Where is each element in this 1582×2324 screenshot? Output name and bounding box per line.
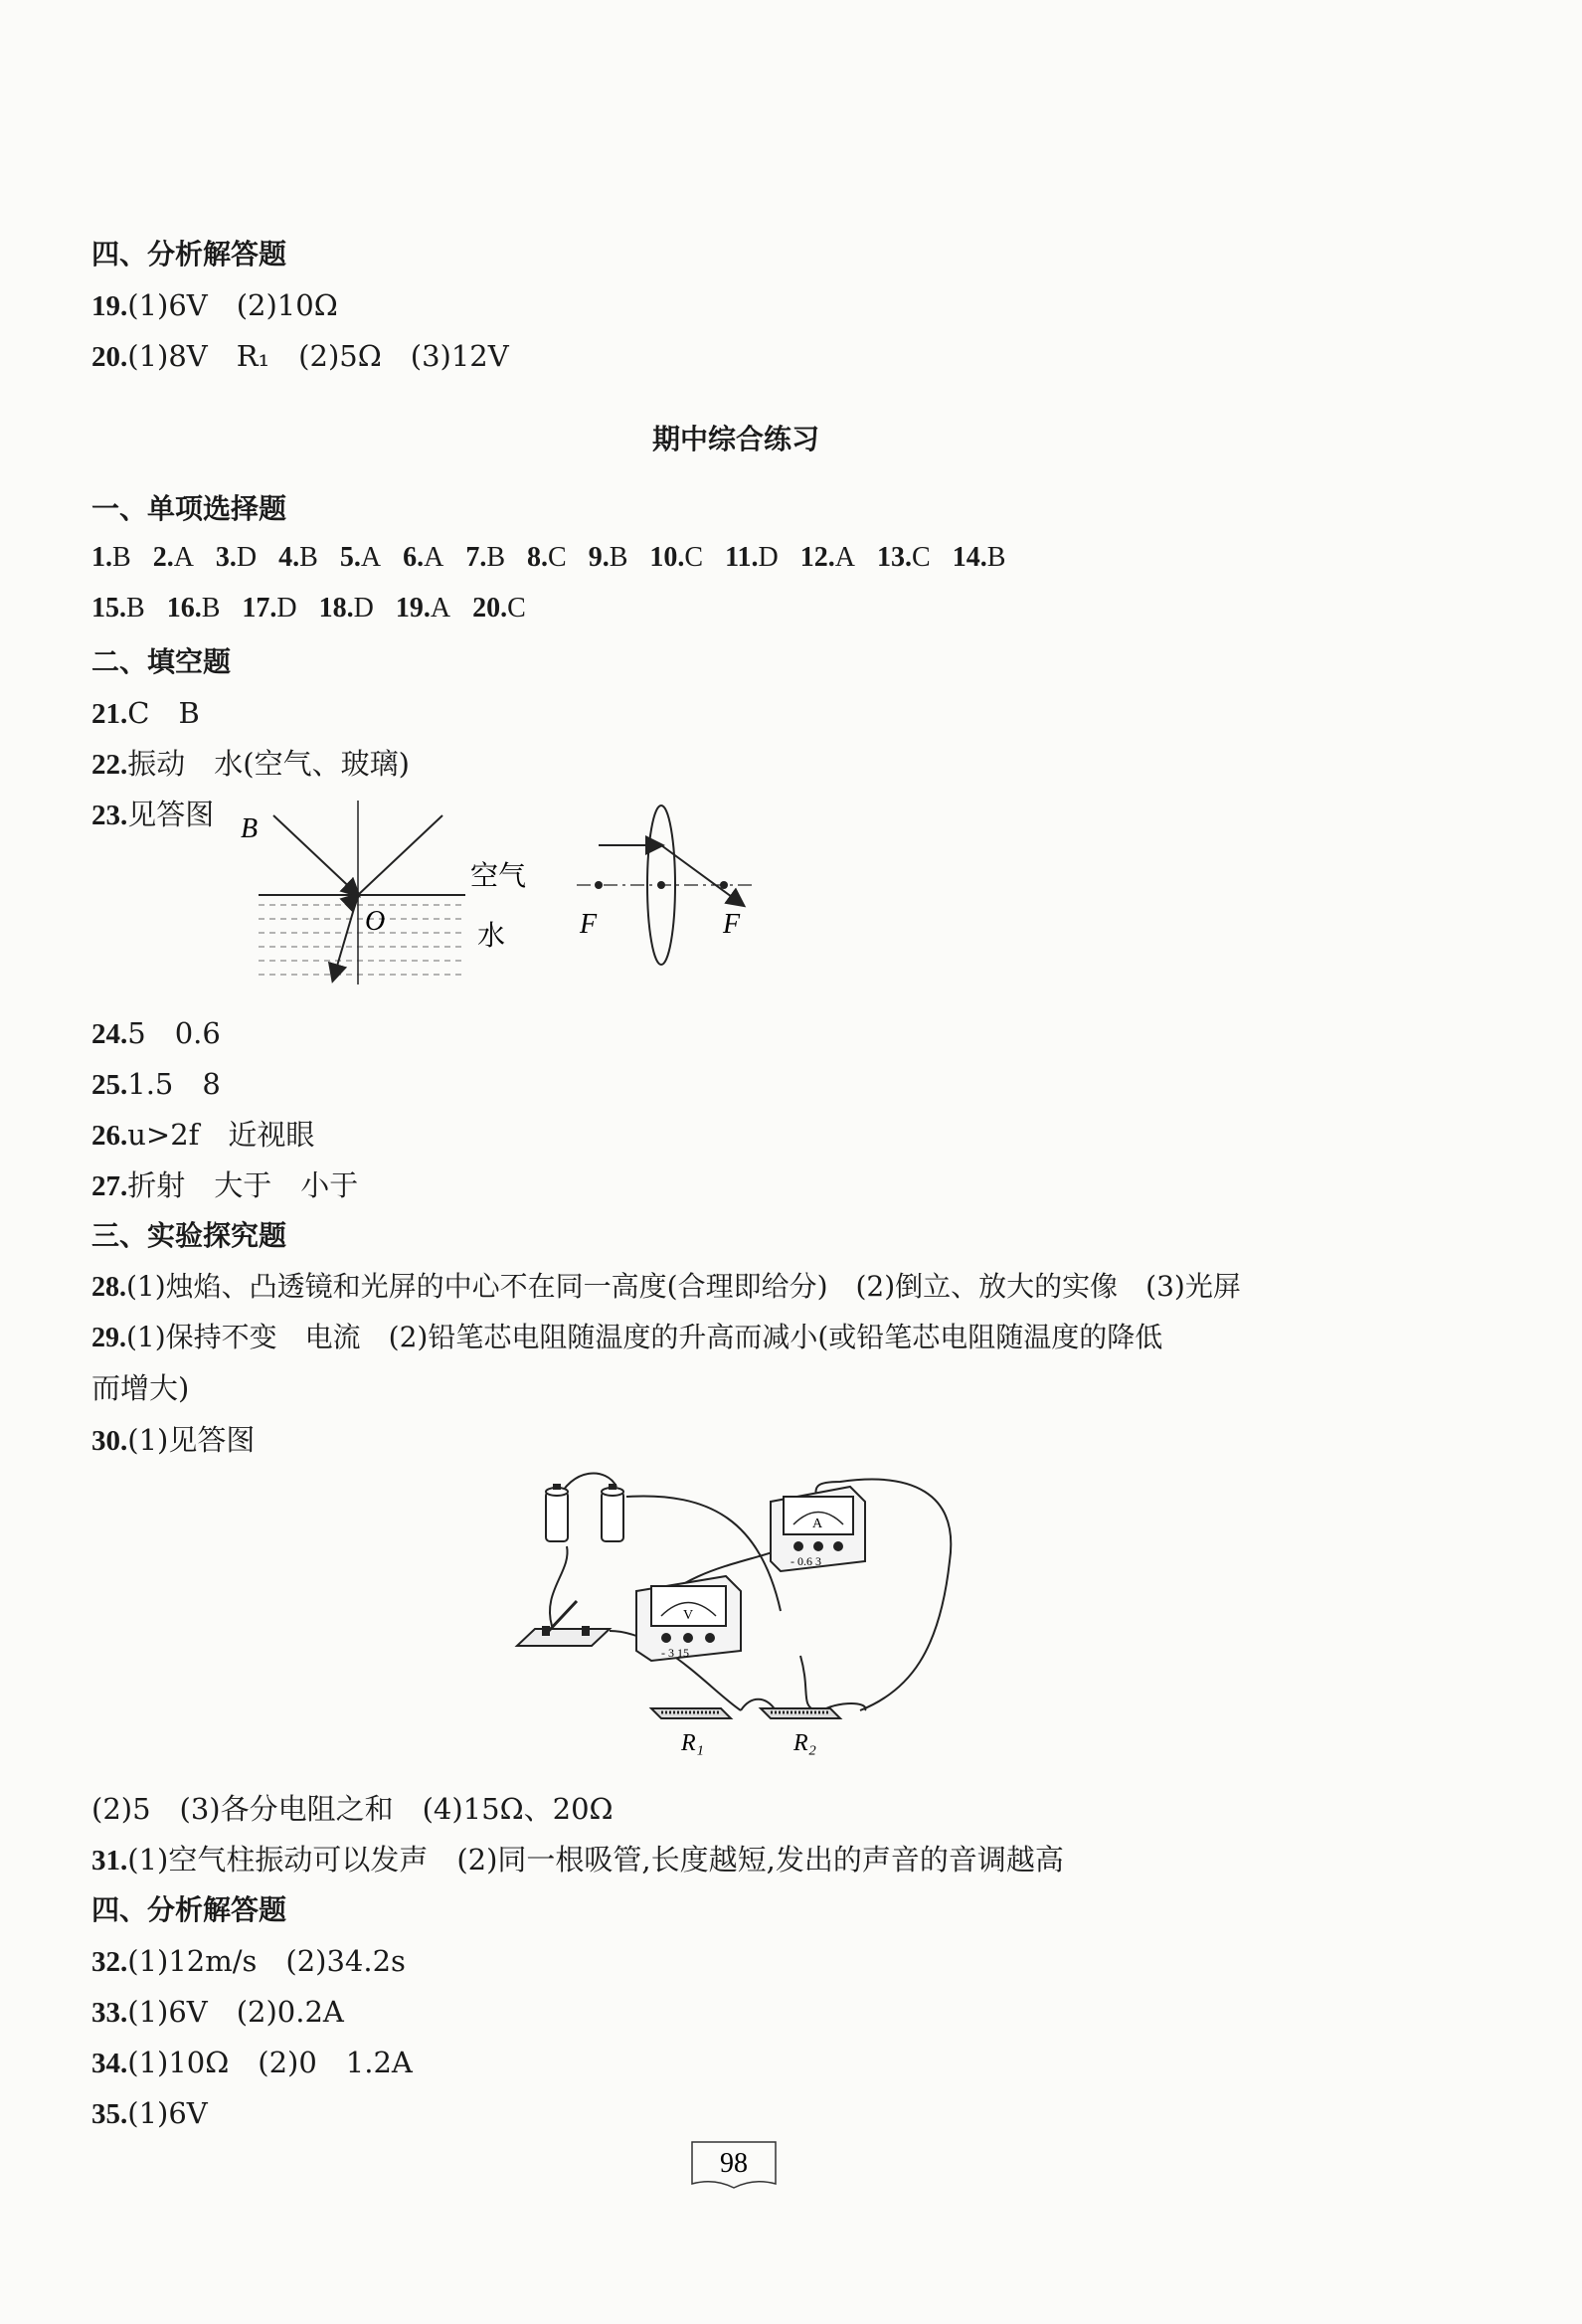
choice-letter: D bbox=[236, 542, 258, 573]
answer-30 bbox=[91, 1422, 255, 1459]
ammeter-scale: - 0.6 3 bbox=[791, 1554, 821, 1568]
answer-text: 1.5 8 bbox=[127, 1067, 221, 1101]
choice-number: 3. bbox=[215, 542, 237, 573]
switch bbox=[517, 1601, 610, 1646]
answer-34 bbox=[91, 2045, 413, 2081]
answer-21 bbox=[91, 695, 200, 732]
choice-number: 15. bbox=[91, 593, 126, 624]
question-number: 32. bbox=[91, 1946, 128, 1978]
choice-answer bbox=[953, 542, 1006, 574]
choice-number: 14. bbox=[952, 542, 987, 573]
answer-text: (1)6V bbox=[127, 2096, 208, 2130]
choice-number: 4. bbox=[278, 542, 300, 573]
choice-letter: A bbox=[430, 593, 451, 624]
voltmeter bbox=[636, 1576, 741, 1661]
focus-right bbox=[720, 881, 728, 889]
answer-19 bbox=[91, 287, 338, 324]
question-number: 19. bbox=[91, 290, 128, 322]
question-number: 22. bbox=[91, 749, 128, 781]
choice-letter: A bbox=[834, 542, 855, 573]
choice-letter: B bbox=[112, 542, 131, 573]
answer-text: 振动 水(空气、玻璃) bbox=[127, 747, 410, 781]
answer-text: (1)6V (2)0.2A bbox=[127, 1995, 344, 2029]
choice-letter: C bbox=[548, 542, 567, 573]
page-number: 98 bbox=[720, 2148, 748, 2179]
voltmeter-symbol: V bbox=[683, 1608, 694, 1623]
question-number: 31. bbox=[91, 1845, 128, 1877]
answer-text: (1)8V R₁ (2)5Ω (3)12V bbox=[127, 339, 509, 373]
choice-number: 18. bbox=[318, 593, 354, 624]
ammeter bbox=[771, 1487, 865, 1571]
choice-number: 11. bbox=[725, 542, 759, 573]
choice-letter: B bbox=[609, 542, 628, 573]
label-r1: R₁ bbox=[681, 1730, 705, 1756]
answer-30-continued: (2)5 (3)各分电阻之和 (4)15Ω、20Ω bbox=[91, 1792, 614, 1826]
water-region bbox=[259, 905, 465, 975]
choice-answer bbox=[877, 542, 931, 574]
label-b: B bbox=[241, 813, 259, 844]
optics-diagram bbox=[239, 796, 795, 989]
question-number: 20. bbox=[91, 341, 128, 373]
label-air: 空气 bbox=[470, 859, 527, 892]
answer-text: (1)见答图 bbox=[127, 1423, 256, 1457]
battery-left bbox=[546, 1484, 568, 1541]
choice-number: 13. bbox=[877, 542, 912, 573]
choice-number: 10. bbox=[649, 542, 685, 573]
question-number: 21. bbox=[91, 698, 128, 730]
label-o: O bbox=[365, 906, 386, 937]
question-number: 26. bbox=[91, 1120, 128, 1152]
choice-number: 8. bbox=[527, 542, 548, 573]
choice-letter: B bbox=[486, 542, 505, 573]
answer-26 bbox=[91, 1117, 314, 1154]
answer-20 bbox=[91, 338, 509, 375]
choice-answer bbox=[403, 542, 443, 574]
answer-text: (1)烛焰、凸透镜和光屏的中心不在同一高度(合理即给分) (2)倒立、放大的实像 (3)光屏 bbox=[126, 1270, 1241, 1303]
question-number: 23. bbox=[91, 800, 128, 831]
choice-letter: B bbox=[201, 593, 221, 624]
choice-answer bbox=[153, 542, 194, 574]
choice-answer bbox=[91, 593, 145, 625]
choice-answer bbox=[472, 593, 526, 625]
choice-answer bbox=[340, 542, 381, 574]
choice-answers-row-1 bbox=[91, 542, 1027, 574]
answer-text: (1)12m/s (2)34.2s bbox=[127, 1944, 406, 1978]
answer-22 bbox=[91, 746, 410, 783]
answer-text: 见答图 bbox=[127, 798, 215, 831]
answer-text: (1)保持不变 电流 (2)铅笔芯电阻随温度的升高而减小(或铅笔芯电阻随温度的降低 bbox=[126, 1321, 1163, 1353]
choice-letter: D bbox=[353, 593, 374, 624]
answer-32 bbox=[91, 1943, 406, 1980]
choice-number: 20. bbox=[472, 593, 508, 624]
label-r2: R₂ bbox=[793, 1730, 817, 1756]
choice-letter: A bbox=[424, 542, 444, 573]
label-focus-left: F bbox=[580, 909, 598, 940]
page-number-badge bbox=[684, 2138, 784, 2194]
choice-letter: A bbox=[173, 542, 194, 573]
section-heading-experiment: 三、实验探究题 bbox=[91, 1219, 287, 1252]
choice-number: 7. bbox=[465, 542, 487, 573]
answer-text: 5 0.6 bbox=[127, 1016, 221, 1050]
choice-number: 6. bbox=[403, 542, 425, 573]
label-water: 水 bbox=[477, 919, 506, 952]
question-number: 27. bbox=[91, 1170, 128, 1202]
choice-answer bbox=[725, 542, 779, 574]
choice-answer bbox=[465, 542, 505, 574]
answer-31 bbox=[91, 1842, 1064, 1878]
choice-answers-row-2 bbox=[91, 593, 548, 625]
question-number: 24. bbox=[91, 1018, 128, 1050]
choice-number: 16. bbox=[166, 593, 202, 624]
answer-text: (1)空气柱振动可以发声 (2)同一根吸管,长度越短,发出的声音的音调越高 bbox=[127, 1843, 1064, 1877]
choice-answer bbox=[649, 542, 703, 574]
choice-number: 2. bbox=[152, 542, 174, 573]
question-number: 29. bbox=[91, 1323, 126, 1353]
question-number: 30. bbox=[91, 1425, 128, 1457]
section-heading-fill-blank: 二、填空题 bbox=[91, 645, 232, 678]
section-heading-analysis: 四、分析解答题 bbox=[91, 238, 287, 270]
answer-27 bbox=[91, 1167, 358, 1204]
answer-text: (1)6V (2)10Ω bbox=[127, 288, 338, 322]
answer-29 bbox=[91, 1320, 1162, 1356]
choice-answer bbox=[278, 542, 318, 574]
midterm-title: 期中综合练习 bbox=[651, 423, 819, 455]
choice-number: 1. bbox=[91, 542, 112, 573]
answer-text: u>2f 近视眼 bbox=[127, 1118, 315, 1152]
resistor-r2 bbox=[761, 1708, 840, 1718]
optical-center bbox=[657, 881, 665, 889]
answer-28 bbox=[91, 1269, 1241, 1306]
choice-answer bbox=[242, 593, 296, 625]
choice-letter: C bbox=[507, 593, 526, 624]
question-number: 35. bbox=[91, 2098, 128, 2130]
answer-23 bbox=[91, 797, 214, 833]
answer-25 bbox=[91, 1066, 221, 1103]
choice-answer bbox=[800, 542, 855, 574]
section-heading-analysis-2: 四、分析解答题 bbox=[91, 1893, 287, 1926]
choice-letter: C bbox=[684, 542, 704, 573]
refracted-ray bbox=[333, 895, 358, 980]
choice-letter: D bbox=[276, 593, 297, 624]
label-focus-right: F bbox=[723, 909, 741, 940]
choice-letter: D bbox=[758, 542, 779, 573]
choice-answer bbox=[216, 542, 257, 574]
answer-33 bbox=[91, 1994, 344, 2031]
answer-29-continued: 而增大) bbox=[91, 1371, 190, 1405]
answer-text: C B bbox=[127, 696, 200, 730]
choice-letter: C bbox=[912, 542, 931, 573]
choice-letter: B bbox=[126, 593, 145, 624]
choice-number: 19. bbox=[395, 593, 431, 624]
choice-letter: B bbox=[986, 542, 1006, 573]
choice-number: 9. bbox=[588, 542, 610, 573]
answer-text: (1)10Ω (2)0 1.2A bbox=[127, 2046, 413, 2079]
choice-number: 12. bbox=[799, 542, 835, 573]
battery-right bbox=[602, 1484, 623, 1541]
choice-answer bbox=[396, 593, 450, 625]
circuit-diagram bbox=[512, 1462, 969, 1760]
reflected-ray bbox=[358, 815, 442, 895]
choice-number: 17. bbox=[242, 593, 277, 624]
question-number: 33. bbox=[91, 1997, 128, 2029]
converging-ray bbox=[661, 845, 743, 905]
question-number: 25. bbox=[91, 1069, 128, 1101]
choice-answer bbox=[319, 593, 374, 625]
question-number: 28. bbox=[91, 1272, 126, 1303]
answer-35 bbox=[91, 2095, 208, 2132]
voltmeter-scale: - 3 15 bbox=[661, 1646, 689, 1660]
choice-number: 5. bbox=[339, 542, 361, 573]
ammeter-symbol: A bbox=[812, 1517, 823, 1531]
choice-answer bbox=[91, 542, 131, 574]
question-number: 34. bbox=[91, 2048, 128, 2079]
choice-answer bbox=[527, 542, 567, 574]
choice-answer bbox=[589, 542, 628, 574]
incident-ray bbox=[273, 815, 358, 895]
answer-text: 折射 大于 小于 bbox=[127, 1168, 359, 1202]
section-heading-single-choice: 一、单项选择题 bbox=[91, 492, 287, 525]
choice-letter: B bbox=[299, 542, 318, 573]
resistor-r1 bbox=[651, 1708, 731, 1718]
choice-letter: A bbox=[360, 542, 382, 573]
focus-left bbox=[595, 881, 603, 889]
choice-answer bbox=[167, 593, 221, 625]
answer-24 bbox=[91, 1015, 221, 1052]
